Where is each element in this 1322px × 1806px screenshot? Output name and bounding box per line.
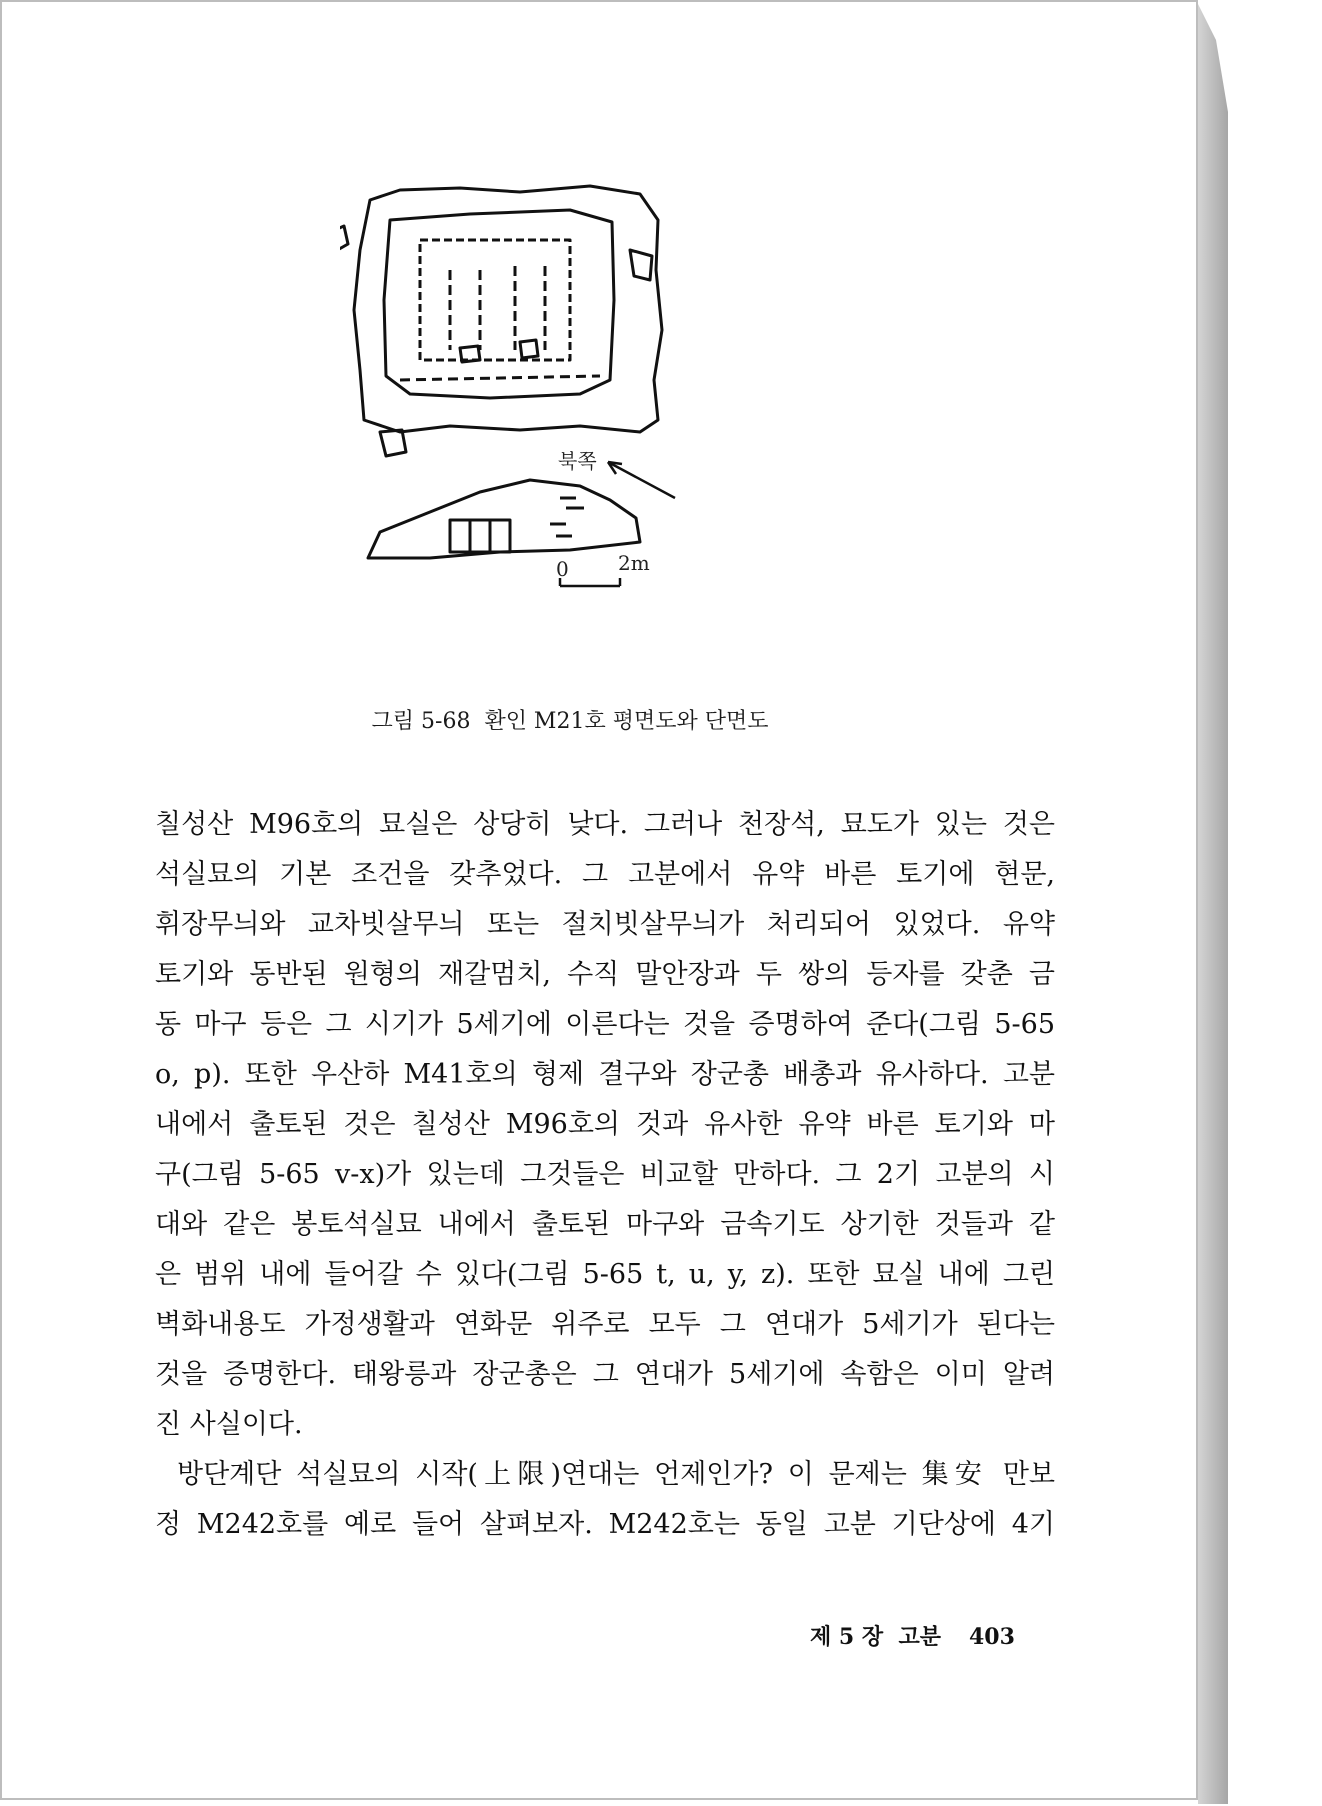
body-line: 석실묘의 기본 조건을 갖추었다. 그 고분에서 유약 바른 토기에 현문, <box>155 859 1055 890</box>
north-label: 북쪽 <box>558 449 597 473</box>
body-line: 내에서 출토된 것은 칠성산 M96호의 것과 유사한 유약 바른 토기와 마 <box>155 1109 1055 1140</box>
scale-max: 2m <box>618 551 650 575</box>
body-line: 동 마구 등은 그 시기가 5세기에 이른다는 것을 증명하여 준다(그림 5-65 <box>155 1009 1055 1040</box>
chapter-title: 제 5 장 고분 <box>810 1624 941 1650</box>
page-number: 403 <box>968 1624 1015 1650</box>
body-line: 것을 증명한다. 태왕릉과 장군총은 그 연대가 5세기에 속함은 이미 알려 <box>155 1359 1055 1390</box>
body-line: 토기와 동반된 원형의 재갈멈치, 수직 말안장과 두 쌍의 등자를 갖춘 금 <box>155 959 1055 990</box>
stone <box>630 250 652 280</box>
stone <box>380 430 406 456</box>
scale-zero: 0 <box>556 557 569 581</box>
plan-chamber-rect <box>420 240 570 360</box>
scale-bar <box>560 578 620 586</box>
body-line: o, p). 또한 우산하 M41호의 형제 결구와 장군총 배총과 유사하다. 고분 <box>155 1059 1055 1090</box>
body-line: 구(그림 5-65 v-x)가 있는데 그것들은 비교할 만하다. 그 2기 고분의 시 <box>155 1159 1055 1190</box>
north-arrow <box>608 462 675 498</box>
body-line: 은 범위 내에 들어갈 수 있다(그림 5-65 t, u, y, z). 또한 묘실 내에 그린 <box>155 1259 1055 1290</box>
section-chamber <box>450 520 510 552</box>
body-paragraphs <box>155 800 1055 1550</box>
body-line: 휘장무늬와 교차빗살무늬 또는 절치빗살무늬가 처리되어 있었다. 유약 <box>155 909 1055 940</box>
body-line: 방단계단 석실묘의 시작(上限)연대는 언제인가? 이 문제는 集安 만보 <box>177 1459 1055 1490</box>
body-line: 정 M242호를 예로 들어 살펴보자. M242호는 동일 고분 기단상에 4기 <box>155 1509 1055 1540</box>
body-line: 칠성산 M96호의 묘실은 상당히 낮다. 그러나 천장석, 묘도가 있는 것은 <box>155 809 1055 840</box>
figure-caption: 그림 5-68 환인 M21호 평면도와 단면도 <box>371 709 769 734</box>
tomb-plan-and-section-figure <box>340 180 800 700</box>
plan-outer-outline <box>354 186 662 432</box>
stone <box>520 340 538 358</box>
body-line: 벽화내용도 가정생활과 연화문 위주로 모두 그 연대가 5세기가 된다는 <box>155 1309 1055 1340</box>
body-line: 진 사실이다. <box>155 1409 303 1440</box>
stone <box>340 226 348 252</box>
page-edge-shadow <box>1198 4 1228 1804</box>
page-footer <box>810 1620 1015 1651</box>
section-steps <box>550 498 584 536</box>
body-line: 대와 같은 봉토석실묘 내에서 출토된 마구와 금속기도 상기한 것들과 같 <box>155 1209 1055 1240</box>
stone <box>460 346 480 362</box>
inner-dash-bottom <box>400 376 600 380</box>
tomb-drawing <box>340 180 800 700</box>
